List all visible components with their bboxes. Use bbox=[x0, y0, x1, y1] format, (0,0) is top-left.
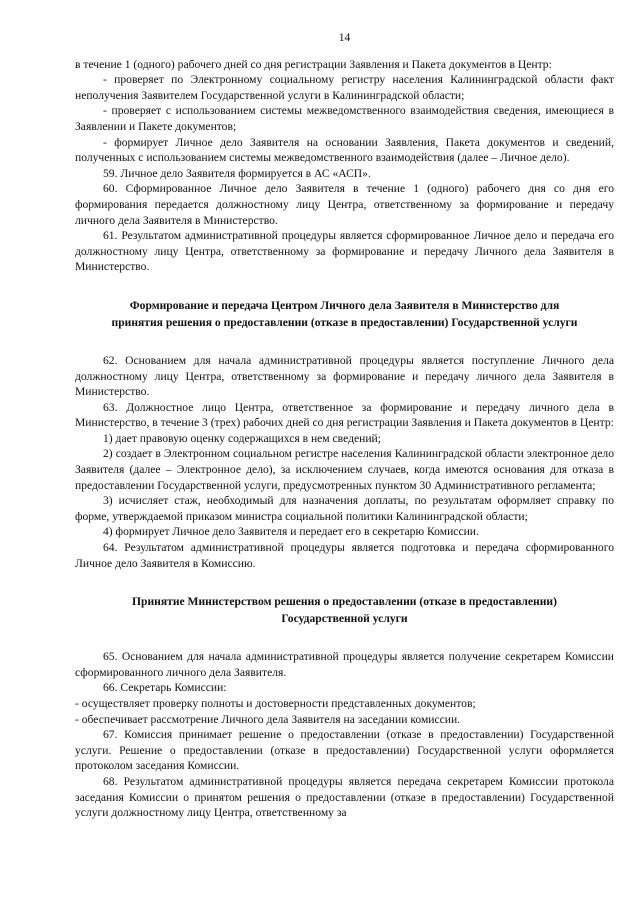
list-item: - обеспечивает рассмотрение Личного дела Заявителя на заседании комиссии. bbox=[75, 712, 461, 726]
list-item: 2) создает в Электронном социальном регистре населения Калининградской области электронное дело Заявителя (далее – Электронное дело), за исключением случаев, когда имеются основания для отказа в предоставлении Государственной услуги, предусмотренных пунктом 30 Административного регламента; bbox=[75, 447, 614, 492]
section-heading-decision bbox=[81, 593, 608, 627]
section-procedure-continuation bbox=[75, 57, 614, 275]
section-transfer bbox=[75, 353, 614, 571]
paragraph-66: 66. Секретарь Комиссии: bbox=[103, 681, 227, 695]
heading-line: принятия решения о предоставлении (отказе в предоставлении) Государственной услуги bbox=[111, 315, 578, 329]
paragraph-65: 65. Основанием для начала административной процедуры является получение секретарем Комиссии сформированного личного дела Заявителя. bbox=[75, 650, 614, 679]
paragraph-68: 68. Результатом административной процедуры является передача секретарем Комиссии протокола заседания Комиссии о принятом решения о предоставлении (отказе в предоставлении) Государственной услуги должностному лицу Центра, ответственному за bbox=[75, 774, 614, 820]
paragraph-64: 64. Результатом административной процедуры является подготовка и передача сформированного Личное дело Заявителя в Комиссию. bbox=[75, 541, 614, 570]
section-heading-transfer bbox=[81, 297, 608, 331]
paragraph-67: 67. Комиссия принимает решение о предоставлении (отказе в предоставлении) Государственной услуги. Решение о предоставлении (отказе в предоставлении) Государственной услуги оформляется протоколом заседания Комиссии. bbox=[75, 728, 614, 773]
list-item: - осуществляет проверку полноты и достоверности представленных документов; bbox=[75, 697, 476, 710]
list-item: 4) формирует Личное дело Заявителя и передает его в секретарю Комиссии. bbox=[103, 525, 479, 539]
paragraph-63: 63. Должностное лицо Центра, ответственное за формирование и передачу личного дела в Министерство, в течение 3 (трех) рабочих дней со дня регистрации Заявления и Пакета документов в Центр: bbox=[75, 400, 614, 430]
section-decision bbox=[75, 649, 614, 821]
list-item: 3) исчисляет стаж, необходимый для назначения доплаты, по результатам оформляет справку по форме, утверждаемой приказом министра социальной политики Калининградской области; bbox=[75, 494, 614, 523]
heading-line: Формирование и передача Центром Личного дела Заявителя в Министерство для bbox=[129, 298, 560, 312]
list-item: - проверяет с использованием системы межведомственного взаимодействия сведения, имеющиеся в Заявлении и Пакете документов; bbox=[75, 104, 614, 133]
list-item: - проверяет по Электронному социальному регистру населения Калининградской области факт неполучения Заявителем Государственной услуги в Калининградской области; bbox=[75, 73, 614, 102]
paragraph: в течение 1 (одного) рабочего дней со дня регистрации Заявления и Пакета документов в Центр: bbox=[75, 57, 552, 71]
paragraph-61: 61. Результатом административной процедуры является сформированное Личное дело и передача его должностному лицу Центра, ответственному за формирование и передачу Личного дела Заявителя в Министерство. bbox=[75, 229, 614, 274]
heading-line: Принятие Министерством решения о предоставлении (отказе в предоставлении) bbox=[132, 595, 557, 609]
paragraph-60: 60. Сформированное Личное дело Заявителя в течение 1 (одного) рабочего дня со дня его формирования передается должностному лицу Центра, ответственному за формирование и передачу личного дела Заявителя в Министерство. bbox=[75, 182, 614, 227]
paragraph-62: 62. Основанием для начала административной процедуры является поступление Личного дела должностному лицу Центра, ответственному за формирование и передачу личного дела Заявителя в Министерство. bbox=[75, 353, 614, 399]
heading-line: Государственной услуги bbox=[281, 612, 408, 626]
list-item: 1) дает правовую оценку содержащихся в нем сведений; bbox=[103, 431, 381, 445]
paragraph-59: 59. Личное дело Заявителя формируется в АС «АСП». bbox=[103, 166, 371, 180]
page-number: 14 bbox=[338, 31, 351, 44]
list-item: - формирует Личное дело Заявителя на основании Заявления, Пакета документов и сведений, полученных с использованием системы межведомственного взаимодействия (далее – Личное дело). bbox=[75, 135, 614, 165]
